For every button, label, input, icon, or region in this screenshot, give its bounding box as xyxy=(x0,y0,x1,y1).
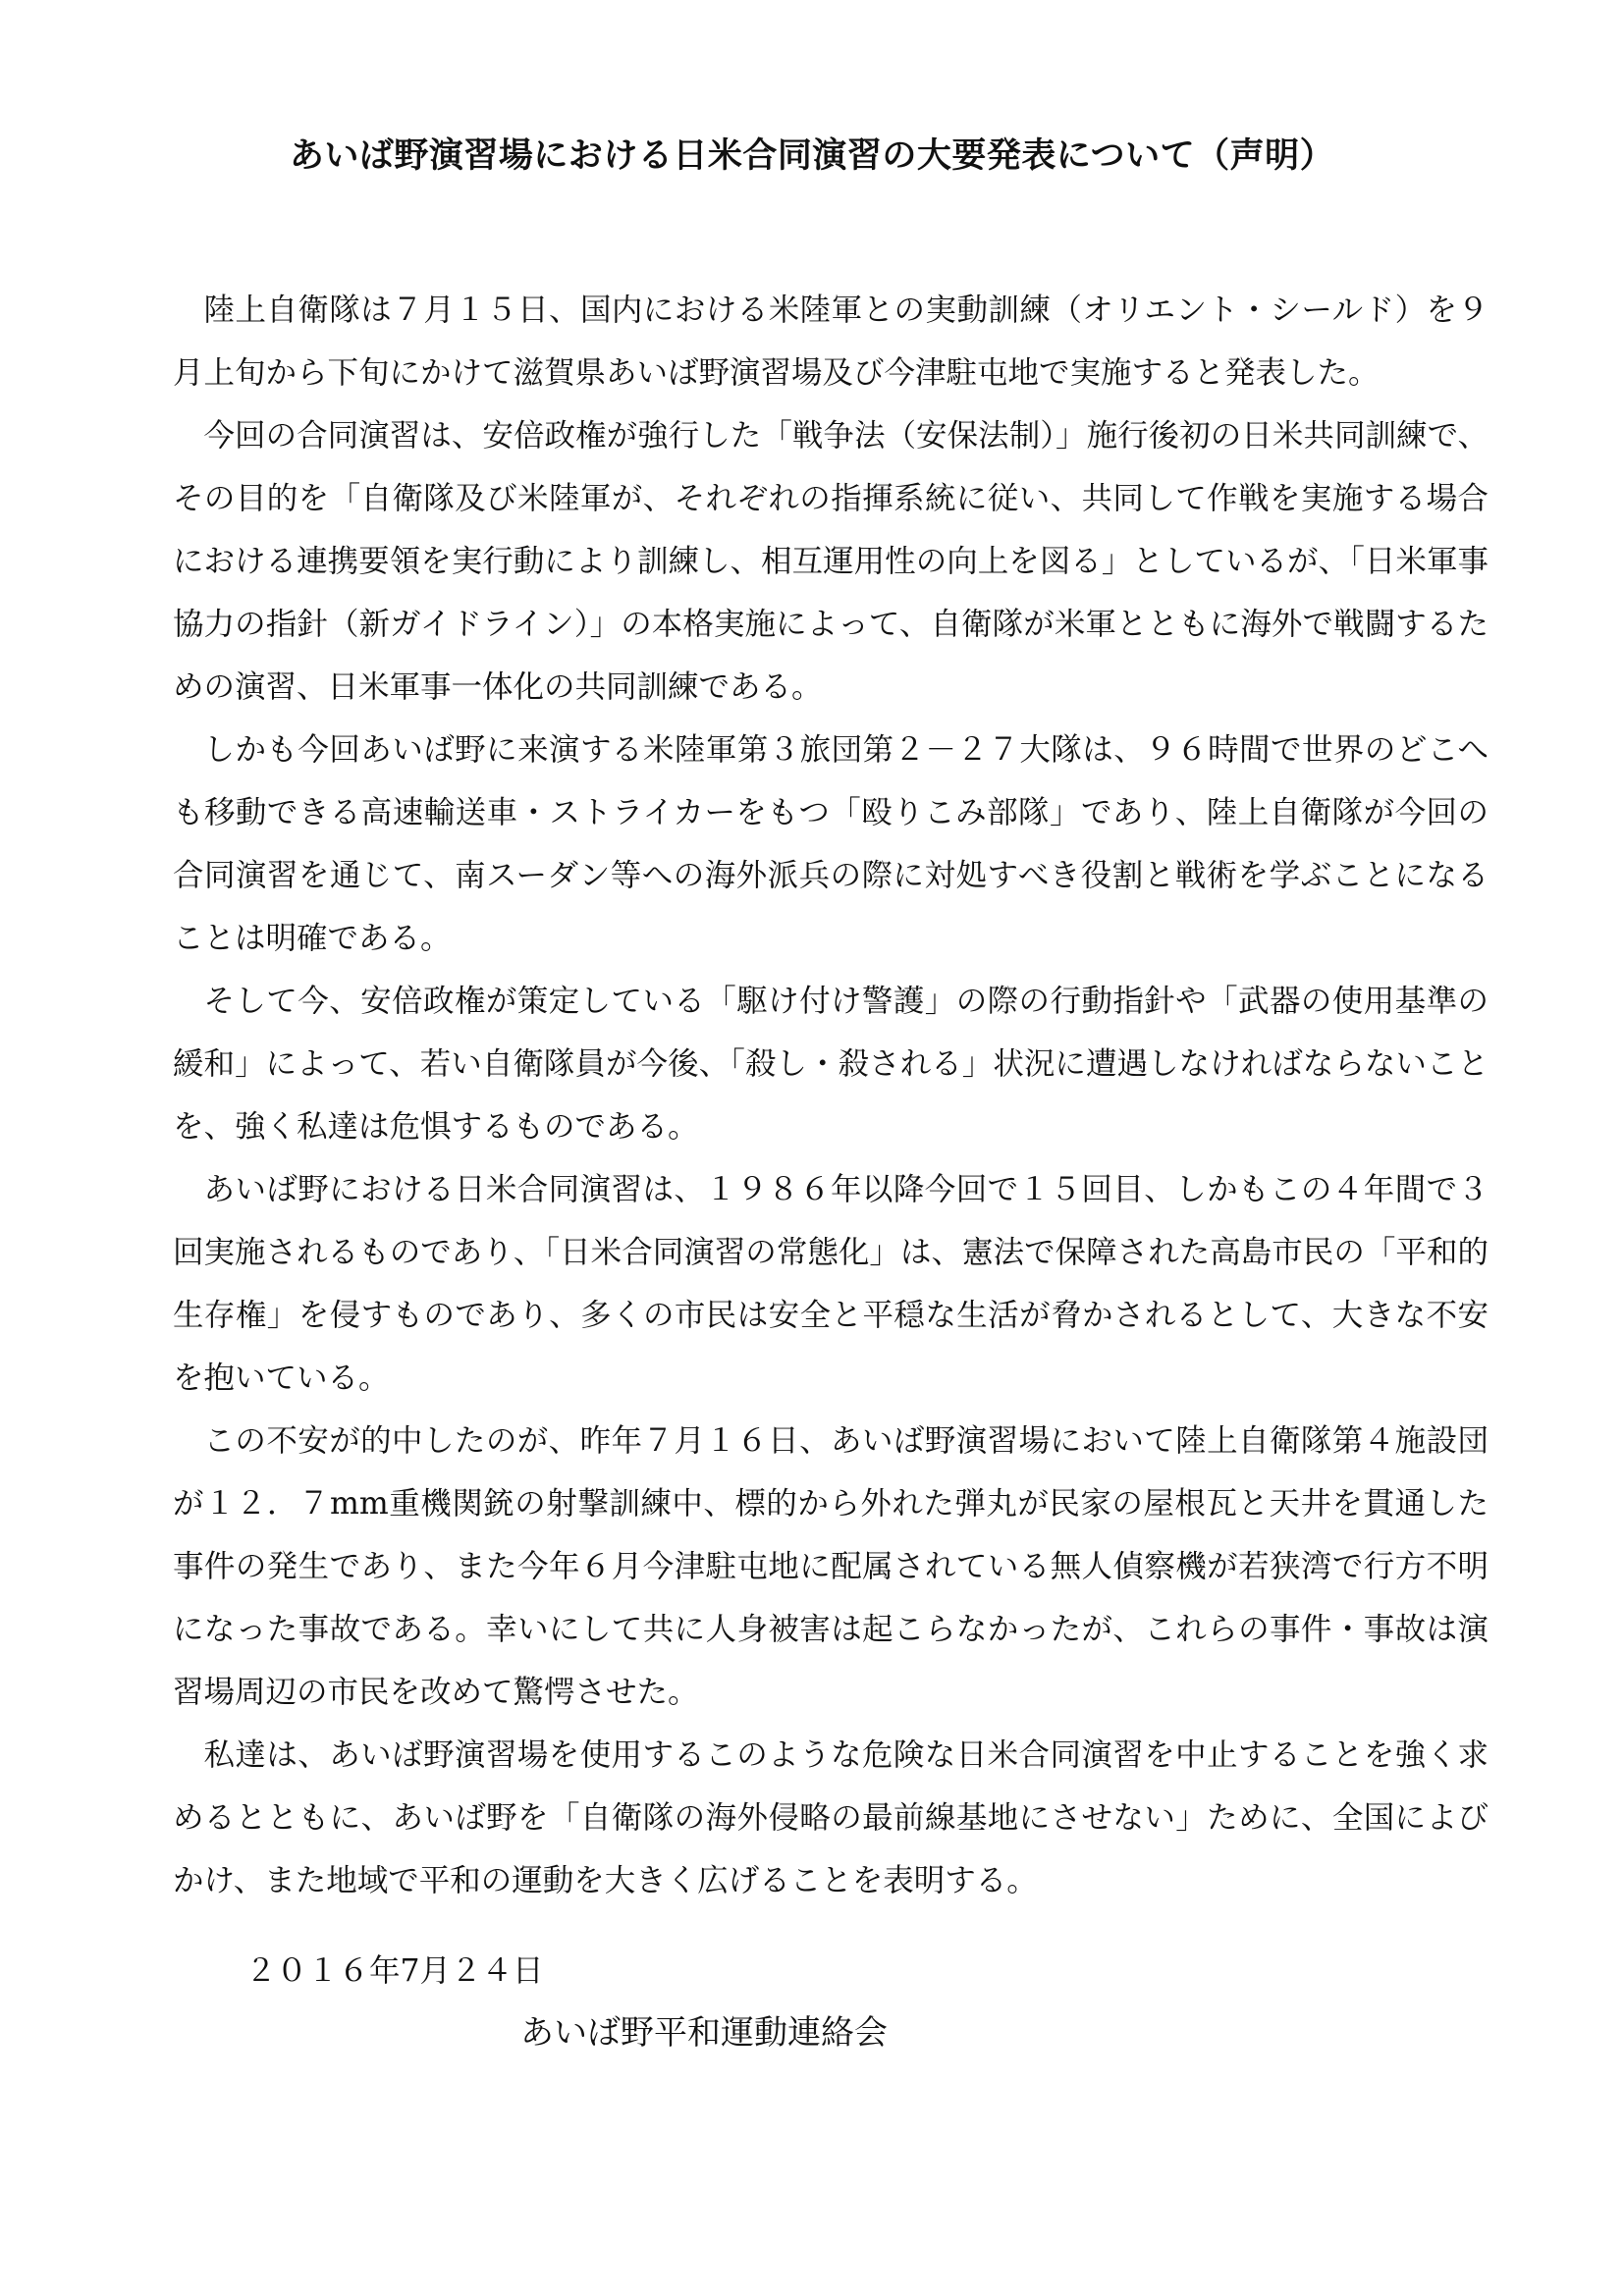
paragraph-2: 今回の合同演習は、安倍政権が強行した「戦争法（安保法制）」施行後初の日米共同訓練で、その目的を「自衛隊及び米陸軍が、それぞれの指揮系統に従い、共同して作戦を実施する場合における連携要領を実行動により訓練し、相互運用性の向上を図る」としているが、「日米軍事協力の指針（新ガイドライン）」の本格実施によって、自衛隊が米軍とともに海外で戦闘するための演習、日米軍事一体化の共同訓練である。 xyxy=(173,418,1489,705)
paragraph-3: しかも今回あいば野に来演する米陸軍第３旅団第２－２７大隊は、９６時間で世界のどこへも移動できる高速輸送車・ストライカーをもつ「殴りこみ部隊」であり、陸上自衛隊が今回の合同演習を通じて、南スーダン等への海外派兵の際に対処すべき役割と戦術を学ぶことになることは明確である。 xyxy=(173,732,1489,956)
paragraph-5: あいば野における日米合同演習は、１９８６年以降今回で１５回目、しかもこの４年間で３回実施されるものであり、「日米合同演習の常態化」は、憲法で保障された高島市民の「平和的生存権」を侵すものであり、多くの市民は安全と平穏な生活が脅かされるとして、大きな不安を抱いている。 xyxy=(173,1172,1489,1396)
statement-date: ２０１６年7月２４日 xyxy=(245,1953,544,1989)
paragraph-4: そして今、安倍政権が策定している「駆け付け警護」の際の行動指針や「武器の使用基準の緩和」によって、若い自衛隊員が今後、「殺し・殺される」状況に遭遇しなければならないことを、強く私達は危惧するものである。 xyxy=(173,984,1489,1145)
statement-body xyxy=(173,279,1489,1912)
paragraph-1: 陸上自衛隊は７月１５日、国内における米陸軍との実動訓練（オリエント・シールド）を９月上旬から下旬にかけて滋賀県あいば野演習場及び今津駐屯地で実施すると発表した。 xyxy=(173,293,1489,391)
paragraph-6: この不安が的中したのが、昨年７月１６日、あいば野演習場において陸上自衛隊第４施設団が１２．７mm重機関銃の射撃訓練中、標的から外れた弾丸が民家の屋根瓦と天井を貫通した事件の発生であり、また今年６月今津駐屯地に配属されている無人偵察機が若狭湾で行方不明になった事故である。幸いにして共に人身被害は起こらなかったが、これらの事件・事故は演習場周辺の市民を改めて驚愕させた。 xyxy=(173,1423,1489,1710)
organization-name: あいば野平和運動連絡会 xyxy=(520,2013,888,2053)
document-title: あいば野演習場における日米合同演習の大要発表について（声明） xyxy=(289,136,1335,177)
paragraph-7: 私達は、あいば野演習場を使用するこのような危険な日米合同演習を中止することを強く求めるとともに、あいば野を「自衛隊の海外侵略の最前線基地にさせない」ために、全国によびかけ、また地域で平和の運動を大きく広げることを表明する。 xyxy=(173,1737,1489,1898)
